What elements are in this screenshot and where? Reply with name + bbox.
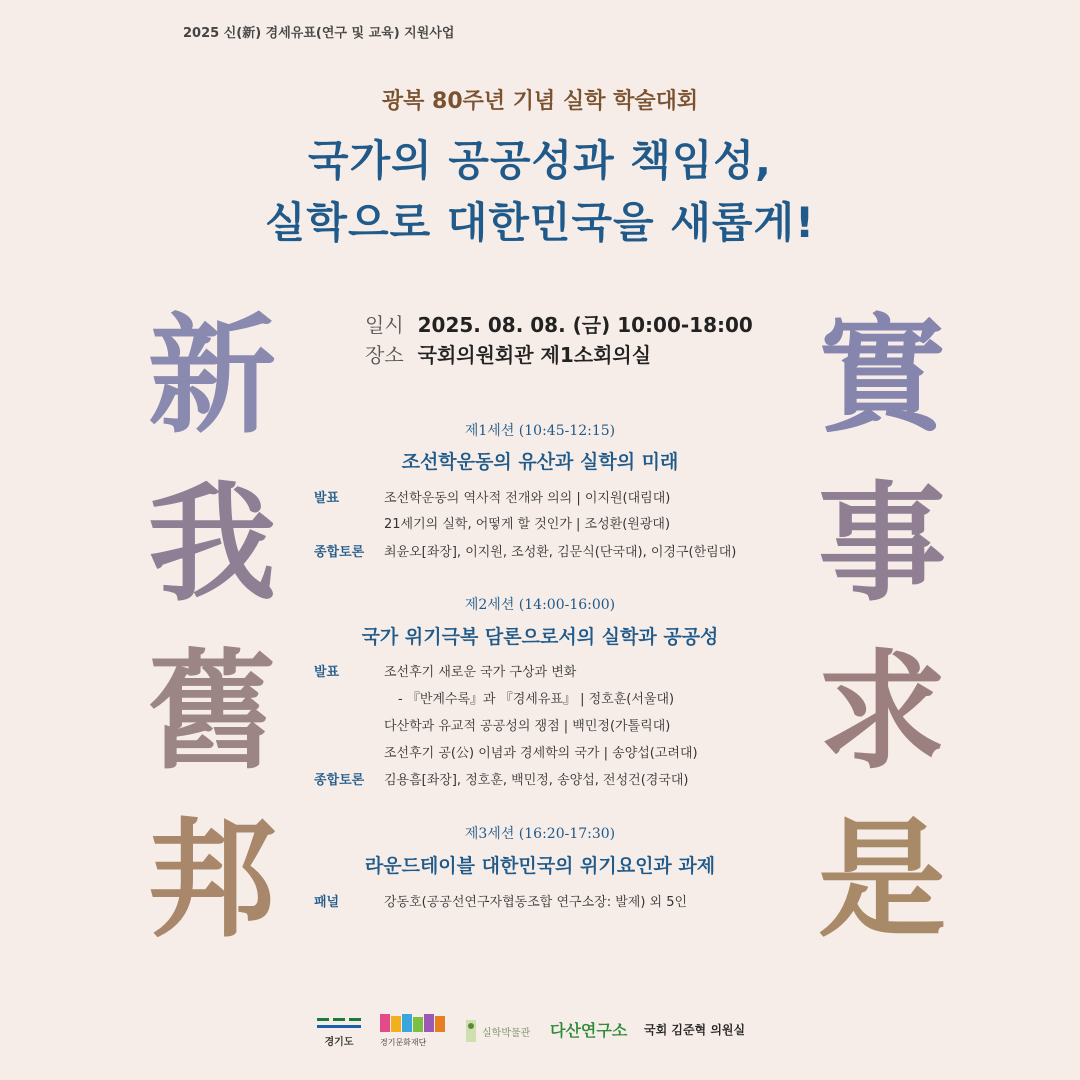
session2-present-label: 발표 (314, 665, 340, 680)
session2-head: 제2세션 (14:00-16:00) (464, 597, 616, 613)
dasan-logo: 다산연구소 (550, 1021, 628, 1040)
hanja-char: 實 (817, 302, 946, 451)
session2-present-1: 조선후기 새로운 국가 구상과 변화 (384, 665, 577, 680)
gyeonggi-logo (314, 1016, 364, 1048)
date-row (365, 309, 753, 338)
hanja-char: 事 (817, 470, 946, 619)
session3-panel: 강동호(공공선연구자협동조합 연구소장: 발제) 외 5인 (384, 895, 688, 910)
session2-present-2: - 『반계수록』과 『경세유표』 | 정호훈(서울대) (398, 692, 675, 707)
culture-foundation-label: 경기문화재단 (380, 1038, 427, 1047)
gyeonggi-label: 경기도 (324, 1037, 354, 1048)
museum-mark-icon (464, 1020, 478, 1042)
culture-foundation-logo (380, 1014, 446, 1048)
session1-discuss-label: 종합토론 (314, 545, 365, 560)
gyeonggi-mark-icon (317, 1016, 361, 1030)
hanja-char: 是 (817, 806, 946, 955)
date-value: 2025. 08. 08. (금) 10:00-18:00 (417, 313, 753, 337)
session2-title: 국가 위기극복 담론으로서의 실학과 공공성 (361, 626, 719, 648)
session1-head: 제1세션 (10:45-12:15) (464, 423, 616, 439)
hanja-char: 舊 (147, 638, 276, 787)
session3-title: 라운드테이블 대한민국의 위기요인과 과제 (364, 855, 716, 877)
session2-present-3: 다산학과 유교적 공공성의 쟁점 | 백민정(가톨릭대) (384, 719, 671, 734)
hanja-char: 我 (147, 470, 276, 619)
hanja-char: 新 (147, 302, 276, 451)
event-subtitle: 광복 80주년 기념 실학 학술대회 (381, 89, 699, 114)
hanja-char: 邦 (147, 806, 276, 955)
hanja-char: 求 (817, 638, 946, 787)
place-label: 장소 (365, 343, 404, 367)
session1-present-label: 발표 (314, 491, 340, 506)
date-label: 일시 (365, 313, 404, 337)
program-label: 2025 신(新) 경세유표(연구 및 교육) 지원사업 (183, 26, 455, 41)
place-row (365, 339, 651, 368)
sponsor-logos (0, 1010, 1080, 1060)
session2-present-4: 조선후기 공(公) 이념과 경세학의 국가 | 송양섭(고려대) (384, 746, 698, 761)
culture-foundation-mark-icon (380, 1014, 446, 1034)
session3-panel-label: 패널 (314, 895, 340, 910)
museum-logo (464, 1020, 530, 1042)
place-value: 국회의원회관 제1소회의실 (417, 343, 652, 367)
session1-present-1: 조선학운동의 역사적 전개와 의의 | 이지원(대림대) (384, 491, 671, 506)
session2-discuss: 김용흠[좌장], 정호훈, 백민정, 송양섭, 전성건(경국대) (384, 773, 689, 788)
session2-discuss-label: 종합토론 (314, 773, 365, 788)
session1-present-2: 21세기의 실학, 어떻게 할 것인가 | 조성환(원광대) (384, 517, 671, 532)
session1-title: 조선학운동의 유산과 실학의 미래 (401, 451, 679, 473)
museum-label: 실학박물관 (482, 1027, 531, 1039)
session3-head: 제3세션 (16:20-17:30) (464, 826, 616, 842)
session1-discuss: 최윤오[좌장], 이지원, 조성환, 김문식(단국대), 이경구(한림대) (384, 545, 737, 560)
title-line-2: 실학으로 대한민국을 새롭게! (264, 198, 816, 247)
assembly-office-logo: 국회 김준혁 의원실 (644, 1023, 746, 1037)
title-line-1: 국가의 공공성과 책임성, (308, 136, 772, 185)
